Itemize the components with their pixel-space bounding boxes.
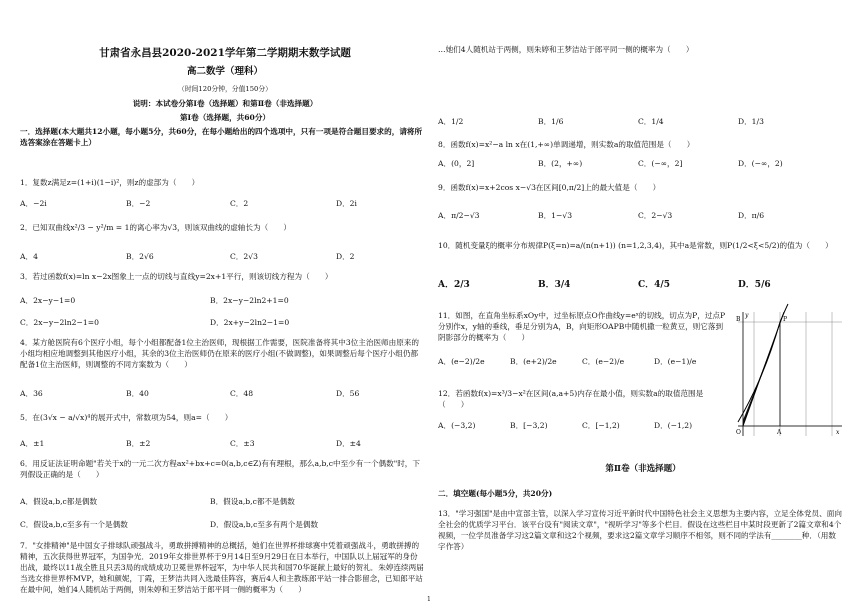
question-8-stem: 8．函数f(x)=x²−a ln x在(1,+∞)单调递增，则实数a的取值范围是（ ）: [438, 140, 695, 149]
label-y: y: [745, 312, 749, 319]
q5-option-d: D．±4: [336, 439, 361, 448]
section2-title: 二．填空题(每小题5分，共20分): [438, 489, 553, 498]
q9-option-b: B．1−√3: [538, 211, 573, 220]
q6-option-c: C．假设a,b,c至多有一个是偶数: [20, 520, 128, 529]
q11-option-c: C．(e−2)/e: [582, 357, 625, 366]
q12-option-d: D．(−1,2): [654, 421, 693, 430]
question-6-stem: 6．用反证法证明命题"若关于x的一元二次方程ax²+bx+c=0(a,b,c∈Z)有有理根，那么a,b,c中至少有一个偶数"时，下列假设正确的是（ ）: [20, 459, 420, 479]
q10-option-d: D．5/6: [738, 280, 771, 290]
q8-option-c: C．(−∞，2]: [638, 159, 683, 168]
q11-option-d: D．(e−1)/e: [654, 357, 697, 366]
label-a: A: [777, 429, 782, 436]
q8-option-d: D．(−∞，2): [738, 159, 783, 168]
left-column: [20, 0, 430, 608]
question-1-stem: 1．复数z满足z=(1+i)(1−i)²，则z的虚部为（ ）: [20, 178, 200, 187]
question-5-stem: 5．在(3√x − a/√x)⁴的展开式中，常数项为54，则a=（ ）: [20, 413, 233, 422]
q10-option-a: A．2/3: [438, 280, 470, 290]
q3-option-c: C．2x−y−2ln2−1=0: [20, 318, 99, 327]
q3-option-d: D．2x+y−2ln2−1=0: [210, 318, 290, 327]
q3-option-b: B．2x−y−2ln2+1=0: [210, 296, 289, 305]
label-b: B: [736, 316, 741, 323]
q4-option-b: B．40: [126, 389, 149, 398]
question-9-stem: 9．函数f(x)=x+2cos x−√3在区间[0,π/2]上的最大值是（ ）: [438, 183, 661, 192]
figure-grid: [738, 312, 842, 436]
q6-option-b: B．假设a,b,c都不是偶数: [210, 497, 295, 506]
exam-subtitle: 高二数学（理科）: [186, 66, 263, 77]
time-score: （时间120分钟，分值150分）: [178, 85, 272, 93]
q5-option-a: A．±1: [20, 439, 45, 448]
question-13-stem: 13．"学习强国"是由中宣部主管，以深入学习宣传习近平新时代中国特色社会主义思想为主要内容，立足全体党员、面向全社会的优质学习平台．该平台设有"阅读文章"，"视听学习"等多个栏目．假设在这些栏目中某时段更新了2篇文章和4个视频，一位学员准备学习这2篇文章和这2个视频，要求这2篇文章学习顺序不相邻，则不同的学法有________种．（用数字作答）: [438, 509, 842, 551]
q5-option-b: B．±2: [126, 439, 151, 448]
label-x: x: [836, 429, 840, 436]
q7-option-b: B．1/6: [538, 117, 564, 126]
section1-intro: 一．选择题(本大题共12小题，每小题5分，共60分，在每小题给出的四个选项中，只有一项是符合题目要求的，请将所选答案涂在答题卡上）: [20, 127, 423, 147]
q1-option-c: C．2: [230, 199, 249, 208]
question-12-stem: 12．若函数f(x)=x³/3−x²在区间(a,a+5)内存在最小值，则实数a的取值范围是（ ）: [438, 389, 704, 409]
q6-option-d: D．假设a,b,c至多有两个是偶数: [210, 520, 319, 529]
q11-option-a: A．(e−2)/2e: [438, 357, 485, 366]
q9-option-a: A．π/2−√3: [438, 211, 480, 220]
q12-option-a: A．(−3,2): [438, 421, 476, 430]
question-7-stem-continued: …她们4人随机站于两侧，则朱婷和王梦洁站于郎平同一侧的概率为（ ）: [438, 45, 694, 54]
q2-option-d: D．2: [336, 252, 355, 261]
q12-option-c: C．[−1,2): [582, 421, 620, 430]
question-7-stem: 7．"女排精神"是中国女子排球队顽强战斗，勇敢拼搏精神的总概括，她们在世界杯排球赛中凭着顽强战斗，勇敢拼搏的精神，五次获得世界冠军，为国争光．2019年女排世界杯于9月14日至9月29日在日本举行，中国队以上届冠军的身份出战，最终以11战全胜且只丢3局的成绩成功卫冕世界杯冠军，为中华人民共和国70华诞献上最好的贺礼．朱婷连续两届当选女排世界杯MVP，她和颜妮，丁霞，王梦洁共同入选最佳阵容，赛后4人和主教练郎平站一排合影留念，已知郎平站在最中间，她们4人随机站于两侧，则朱婷和王梦洁站于郎平同一侧的概率为（ ）: [20, 541, 424, 594]
q8-option-a: A．(0，2]: [438, 159, 475, 168]
question-10-stem: 10．随机变量ξ的概率分布规律P(ξ=n)=a/(n(n+1)) (n=1,2,3,4)，其中a是常数，则P(1/2<ξ<5/2)的值为（ ）: [438, 241, 833, 250]
q2-option-c: C．2√3: [230, 252, 258, 261]
page-number: 1: [427, 596, 431, 603]
q1-option-a: A．−2i: [20, 199, 47, 208]
q4-option-a: A．36: [20, 389, 43, 398]
tangent-area-figure: [734, 308, 846, 440]
question-2-stem: 2．已知双曲线x²/3 − y²/m = 1的离心率为√3，则该双曲线的虚轴长为（ ）: [20, 223, 291, 232]
instruction: 说明：本试卷分第Ⅰ卷（选择题）和第Ⅱ卷（非选择题）: [132, 99, 318, 108]
question-11-stem: 11．如图，在直角坐标系xOy中，过坐标原点O作曲线y=eˣ的切线，切点为P，过点P分别作x，y轴的垂线，垂足分别为A，B，向矩形OAPB中随机撒一粒黄豆，则它落到阴影部分的概率为（ ）: [438, 311, 726, 342]
q7-option-c: C．1/4: [638, 117, 664, 126]
q8-option-b: B．(2，+∞): [538, 159, 583, 168]
q11-option-b: B．(e+2)/2e: [510, 357, 557, 366]
exam-title: 甘肃省永昌县2020-2021学年第二学期期末数学试题: [99, 47, 351, 59]
q7-option-a: A．1/2: [438, 117, 464, 126]
q1-option-b: B．−2: [126, 199, 151, 208]
label-o: O: [736, 429, 741, 436]
q3-option-a: A．2x−y−1=0: [20, 296, 76, 305]
right-column: [438, 0, 848, 608]
q7-option-d: D．1/3: [738, 117, 764, 126]
q2-option-b: B．2√6: [126, 252, 154, 261]
q4-option-c: C．48: [230, 389, 254, 398]
part2-title: 第Ⅱ卷（非选择题）: [605, 464, 681, 474]
q9-option-c: C．2−√3: [638, 211, 673, 220]
question-4-stem: 4．某方舱医院有6个医疗小组，每个小组都配备1位主治医师，现根据工作需要，医院准备将其中3位主治医师由原来的小组均相应地调整到其他医疗小组，其余的3位主治医师仍在原来的医疗小组(不做调整)，如果调整后每个医疗小组仍都配备1位主治医师，则调整的不同方案数为（ ）: [20, 338, 420, 369]
label-p: P: [783, 316, 788, 323]
q9-option-d: D．π/6: [738, 211, 765, 220]
q12-option-b: B．[−3,2): [510, 421, 548, 430]
exp-curve: [738, 304, 788, 422]
question-7-continued: [438, 44, 842, 104]
q2-option-a: A．4: [20, 252, 38, 261]
q10-option-c: C．4/5: [638, 280, 670, 290]
question-3-stem: 3．若过函数f(x)=ln x−2x图象上一点的切线与直线y=2x+1平行，则该切线方程为（ ）: [20, 272, 333, 281]
q1-option-d: D．2i: [336, 199, 357, 208]
q10-option-b: B．3/4: [538, 280, 571, 290]
part1-title: 第Ⅰ卷（选择题，共60分）: [179, 113, 271, 122]
q6-option-a: A．假设a,b,c都是偶数: [20, 497, 98, 506]
q5-option-c: C．±3: [230, 439, 255, 448]
q4-option-d: D．56: [336, 389, 360, 398]
